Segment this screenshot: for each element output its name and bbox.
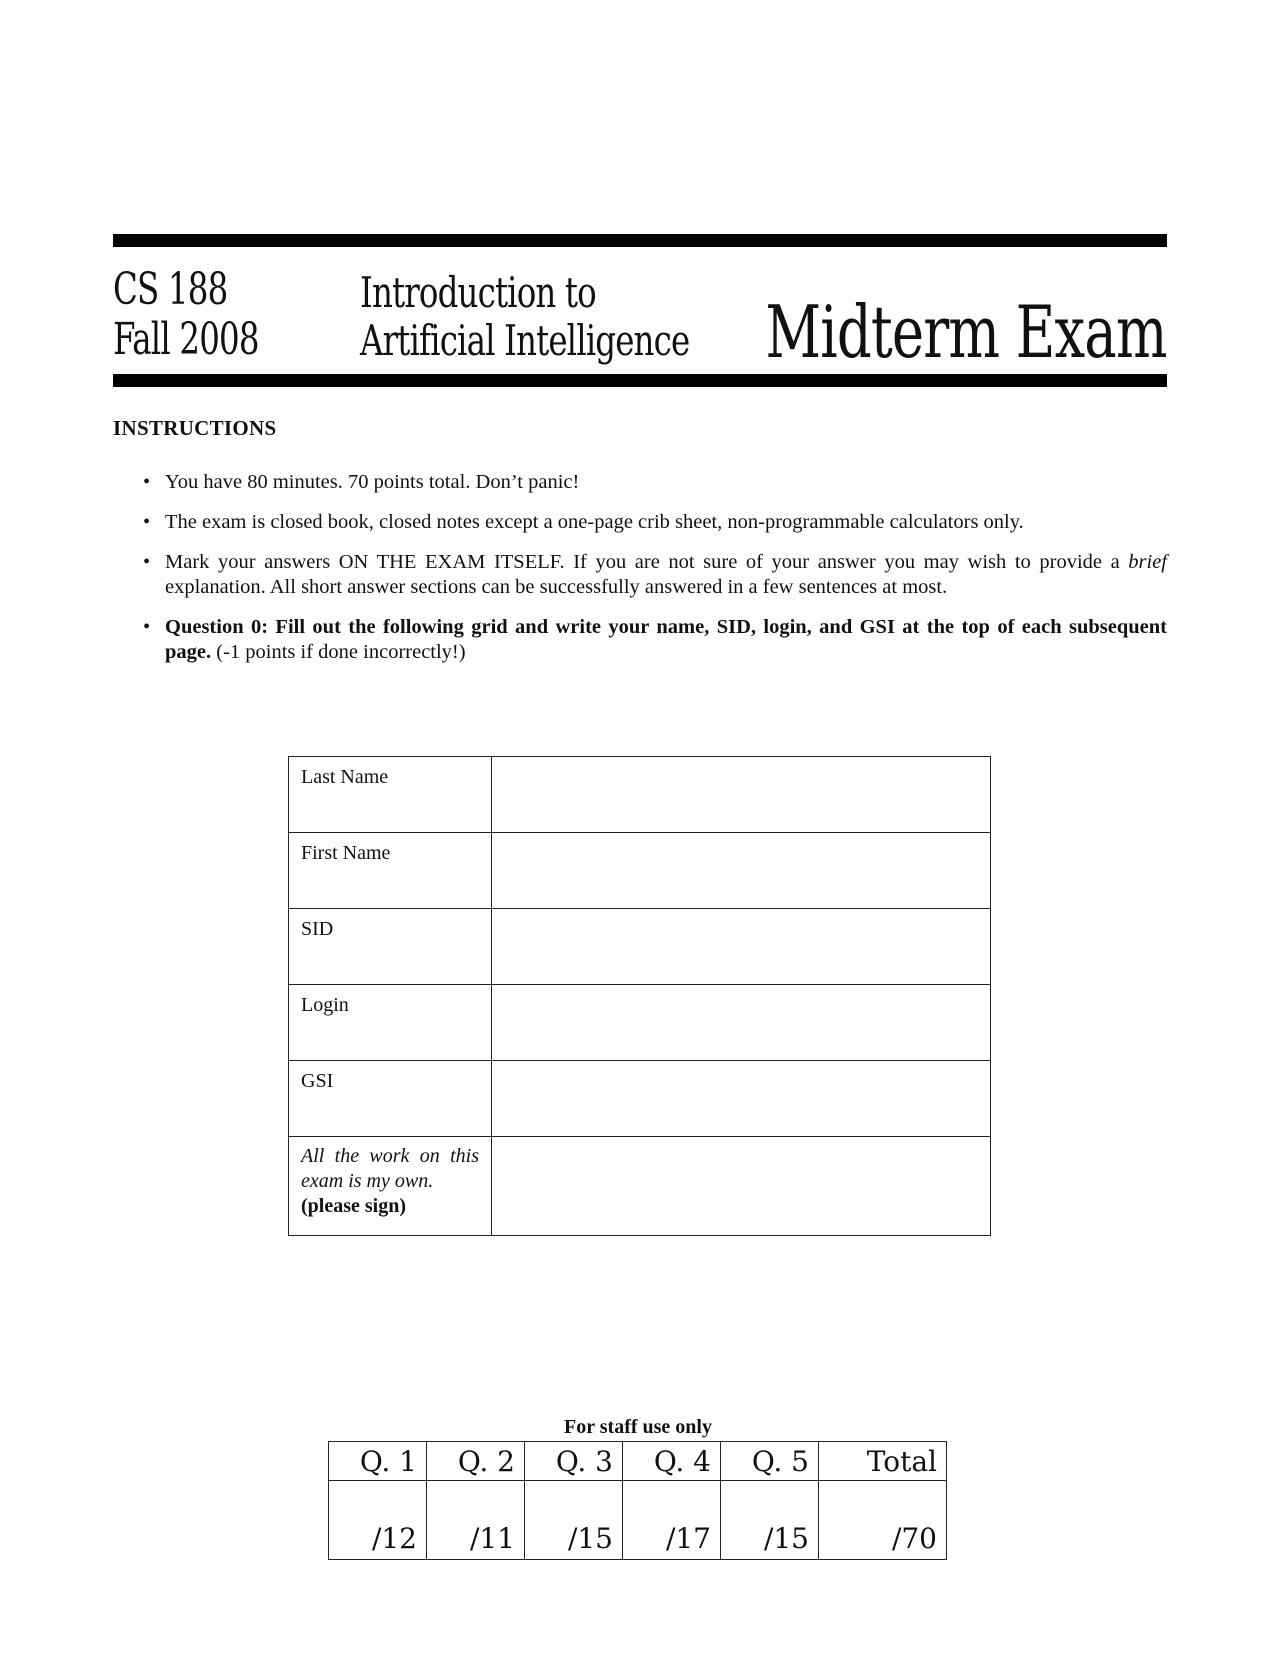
header-bottom-rule xyxy=(113,374,1167,387)
login-label: Login xyxy=(289,985,492,1061)
instruction-item xyxy=(113,550,1167,600)
instruction-text: The exam is closed book, closed notes except a one-page crib sheet, non-programmable calculators only. xyxy=(165,511,1024,533)
instruction-item xyxy=(113,615,1167,665)
staff-use-title: For staff use only xyxy=(564,1416,712,1438)
gsi-label: GSI xyxy=(289,1061,492,1137)
score-header-q4: Q. 4 xyxy=(623,1442,721,1481)
grid-row xyxy=(289,985,991,1061)
grid-row xyxy=(289,1061,991,1137)
score-header-q5: Q. 5 xyxy=(721,1442,819,1481)
score-max-q1: /12 xyxy=(329,1481,427,1560)
question-zero-penalty: (-1 points if done incorrectly!) xyxy=(211,641,466,663)
sid-field[interactable] xyxy=(492,909,991,985)
gsi-field[interactable] xyxy=(492,1061,991,1137)
first-name-label: First Name xyxy=(289,833,492,909)
course-title-line1: Introduction to xyxy=(360,268,596,317)
score-header-q1: Q. 1 xyxy=(329,1442,427,1481)
staff-score-table xyxy=(328,1441,947,1560)
grid-row xyxy=(289,757,991,833)
score-header-total: Total xyxy=(819,1442,947,1481)
score-max-q3: /15 xyxy=(525,1481,623,1560)
score-header-q3: Q. 3 xyxy=(525,1442,623,1481)
instruction-text: Mark your answers ON THE EXAM ITSELF. If you are not sure of your answer you may wish to provide a xyxy=(165,551,1129,573)
signature-statement: All the work on this exam is my own. xyxy=(301,1145,479,1192)
score-max-total: /70 xyxy=(819,1481,947,1560)
grid-row xyxy=(289,833,991,909)
header-top-rule xyxy=(113,234,1167,247)
instruction-text: explanation. All short answer sections can be successfully answered in a few sentences at most. xyxy=(165,576,948,598)
course-title-line2: Artificial Intelligence xyxy=(360,316,690,365)
login-field[interactable] xyxy=(492,985,991,1061)
last-name-field[interactable] xyxy=(492,757,991,833)
instruction-text: You have 80 minutes. 70 points total. Don’t panic! xyxy=(165,471,580,493)
instruction-item xyxy=(113,470,1167,495)
last-name-label: Last Name xyxy=(289,757,492,833)
score-max-q5: /15 xyxy=(721,1481,819,1560)
course-code: CS 188 xyxy=(113,264,228,315)
student-info-grid xyxy=(288,756,991,1236)
grid-row xyxy=(289,909,991,985)
instruction-emphasis: brief xyxy=(1128,551,1167,573)
question-zero-text: Question 0: Fill out the following grid and write your name, SID, login, and GSI at the top of each subsequent page. xyxy=(165,616,1167,663)
signature-field[interactable] xyxy=(492,1137,991,1236)
score-max-row xyxy=(329,1481,947,1560)
grid-row xyxy=(289,1137,991,1236)
score-max-q2: /11 xyxy=(427,1481,525,1560)
first-name-field[interactable] xyxy=(492,833,991,909)
instruction-item xyxy=(113,510,1167,535)
score-header-row xyxy=(329,1442,947,1481)
instructions-list xyxy=(113,470,1167,680)
sid-label: SID xyxy=(289,909,492,985)
signature-label xyxy=(289,1137,492,1236)
course-term: Fall 2008 xyxy=(113,314,259,365)
score-max-q4: /17 xyxy=(623,1481,721,1560)
signature-instruction: (please sign) xyxy=(301,1195,406,1217)
score-header-q2: Q. 2 xyxy=(427,1442,525,1481)
instructions-heading: INSTRUCTIONS xyxy=(113,416,277,440)
exam-title: Midterm Exam xyxy=(765,290,1167,374)
